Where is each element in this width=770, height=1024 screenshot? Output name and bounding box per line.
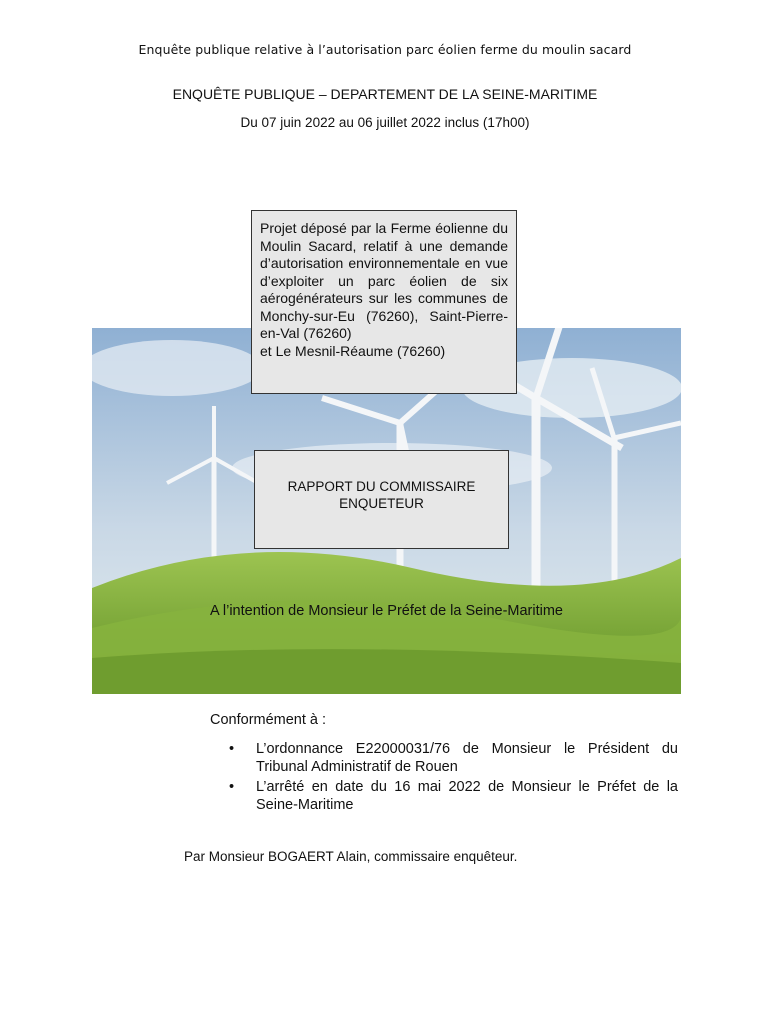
bullet-icon: •: [229, 741, 235, 757]
project-description: Projet déposé par la Ferme éolienne du Moulin Sacard, relatif à une demande d’autorisation environnementale en vue d’exploiter un parc éolien de six aérogénérateurs sur les communes de Monchy-sur-Eu (76260), Saint-Pierre-en-Val (76260): [260, 220, 508, 341]
author-signature-line: Par Monsieur BOGAERT Alain, commissaire enquêteur.: [184, 849, 518, 864]
conformement-heading: Conformément à :: [210, 712, 327, 728]
addressee-line: A l’intention de Monsieur le Préfet de la Seine-Maritime: [209, 603, 563, 619]
report-title-box: [254, 450, 509, 549]
project-description-box: [251, 210, 517, 394]
running-header: Enquête publique relative à l’autorisation parc éolien ferme du moulin sacard: [138, 42, 632, 57]
list-item: [226, 740, 678, 776]
list-item: [226, 778, 678, 814]
references-list: [226, 740, 678, 816]
enquiry-dates: Du 07 juin 2022 au 06 juillet 2022 inclus (17h00): [240, 115, 530, 130]
bullet-icon: •: [229, 779, 235, 795]
reference-text: L’ordonnance E22000031/76 de Monsieur le Président du Tribunal Administratif de Rouen: [256, 741, 678, 775]
report-title-line-1: RAPPORT DU COMMISSAIRE: [287, 479, 476, 494]
document-title: ENQUÊTE PUBLIQUE – DEPARTEMENT DE LA SEINE-MARITIME: [172, 86, 598, 102]
project-description-last-line: et Le Mesnil-Réaume (76260): [260, 342, 446, 359]
report-title-line-2: ENQUETEUR: [339, 496, 424, 511]
reference-text: L’arrêté en date du 16 mai 2022 de Monsieur le Préfet de la Seine-Maritime: [256, 779, 678, 813]
